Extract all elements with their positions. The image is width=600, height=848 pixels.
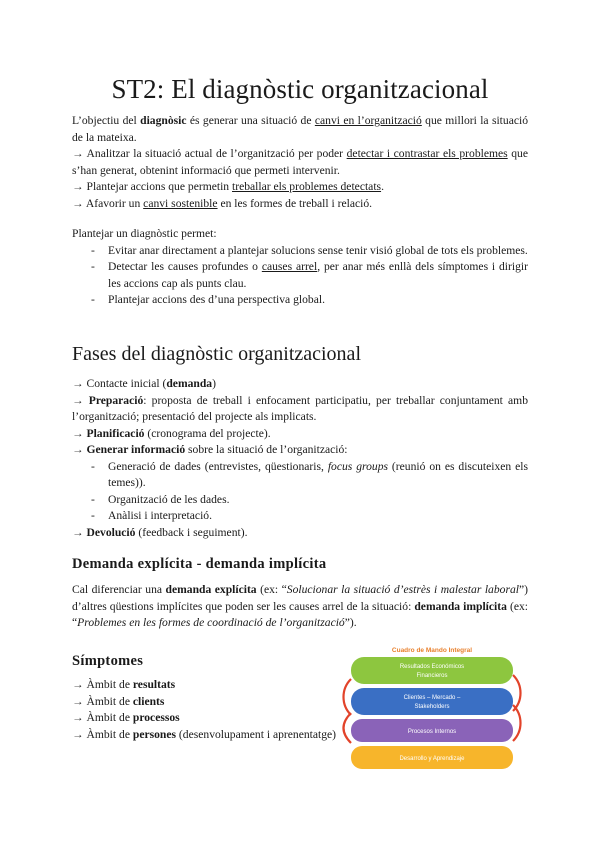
symptom-item: → Àmbit de clients — [72, 694, 165, 708]
phase-item: → Generar informació sobre la situació de l’organització: — [72, 443, 348, 456]
fases-section — [72, 376, 528, 541]
permet-list — [72, 243, 528, 309]
phase-sublist — [72, 459, 528, 525]
results-box — [351, 657, 513, 684]
intro-arrow-item: → Plantejar accions que permetin treballar els problemes detectats. — [72, 180, 384, 193]
symptom-item: → Àmbit de persones (desenvolupament i aprenentatge) — [72, 727, 337, 741]
section-heading-demanda: Demanda explícita - demanda implícita — [72, 556, 327, 572]
simptomes-section — [72, 677, 342, 743]
list-item: - Evitar anar directament a plantejar solucions sense tenir visió global de tots els problemes. — [91, 243, 528, 257]
intro-section — [72, 113, 528, 212]
intro-arrow-item: → Analitzar la situació actual de l’organització per poder detectar i contrastar els problemes que s’han generat, obtenint informació que permeti intervenir. — [72, 147, 528, 177]
intro-paragraph: L’objectiu del diagnòsic és generar una situació de canvi en l’organització que millori la situació de la mateixa. — [72, 114, 528, 144]
permet-section — [72, 226, 528, 309]
svg-text:Desarrollo y Aprendizaje: Desarrollo y Aprendizaje — [399, 756, 465, 762]
demanda-section — [72, 582, 528, 632]
phase-item: → Preparació: proposta de treball i enfocament participatiu, per treballar conjuntament amb l’organització; presentació del projecte als implicats. — [72, 393, 528, 423]
list-item: - Organització de les dades. — [91, 492, 230, 506]
balanced-scorecard-figure — [337, 645, 527, 770]
list-item: - Plantejar accions des d’una perspectiva global. — [91, 293, 325, 306]
list-item: - Anàlisi i interpretació. — [91, 509, 212, 522]
left-arrow-icon — [344, 679, 352, 715]
section-heading-fases: Fases del diagnòstic organitzacional — [72, 343, 361, 365]
intro-arrow-item: → Afavorir un canvi sostenible en les formes de treball i relació. — [72, 196, 373, 210]
phase-item: → Devolució (feedback i seguiment). — [72, 525, 248, 539]
phase-item: → Planificació (cronograma del projecte). — [72, 426, 271, 440]
svg-text:Financieros: Financieros — [416, 673, 448, 679]
clients-box — [351, 688, 513, 715]
page-title: ST2: El diagnòstic organitzacional — [111, 74, 489, 104]
demanda-paragraph: Cal diferenciar una demanda explícita (ex: “Solucionar la situació d’estrès i malestar laboral”) d’altres qüestions implícites que poden ser les causes arrel de la situació: demanda implícita (ex: “Problemes en les formes de coordinació de l’organització”). — [72, 583, 528, 629]
section-heading-simptomes: Símptomes — [72, 653, 144, 669]
permet-lead: Plantejar un diagnòstic permet: — [72, 227, 217, 240]
svg-text:Procesos Internos: Procesos Internos — [407, 729, 457, 735]
left-arrow-icon — [344, 713, 352, 743]
phase-item: → Contacte inicial (demanda) — [72, 377, 216, 390]
svg-text:Clientes – Mercado –: Clientes – Mercado – — [403, 695, 461, 701]
figure-title: Cuadro de Mando Integral — [391, 647, 473, 654]
svg-text:Stakeholders: Stakeholders — [414, 704, 450, 710]
svg-text:Resultados Económicos: Resultados Económicos — [399, 664, 465, 670]
symptom-item: → Àmbit de resultats — [72, 678, 176, 691]
list-item: - Detectar les causes profundes o causes arrel, per anar més enllà dels símptomes i dirigir les accions cap als punts clau. — [91, 260, 528, 290]
symptom-item: → Àmbit de processos — [72, 711, 180, 724]
list-item: - Generació de dades (entrevistes, qüestionaris, focus groups (reunió on es discuteixen els temes)). — [91, 459, 528, 489]
